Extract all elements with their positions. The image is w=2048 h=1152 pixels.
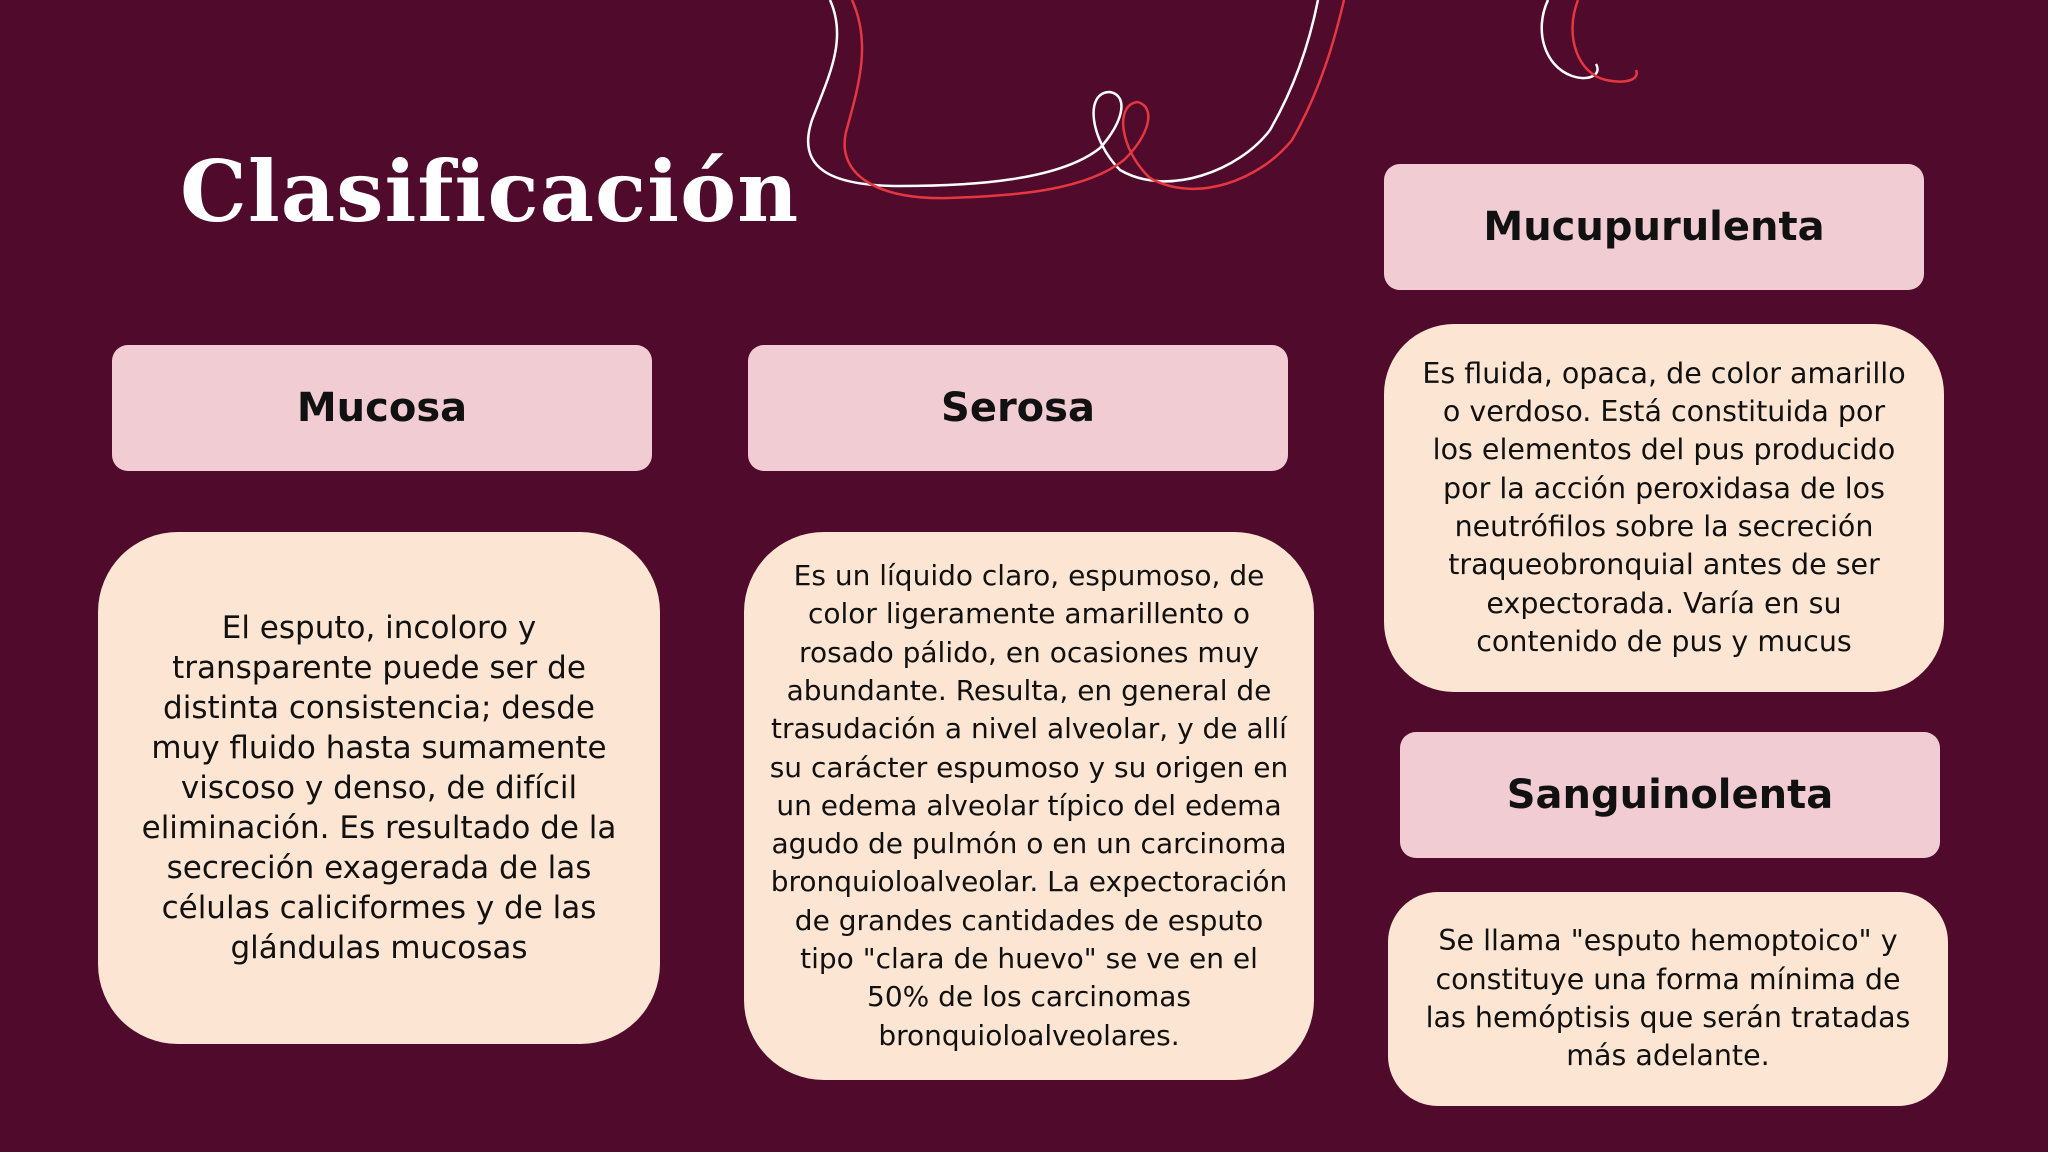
- serosa-heading-box: [748, 345, 1288, 471]
- ribbon-red-curl: [1573, 0, 1637, 82]
- mucosa-heading: Mucosa: [296, 385, 468, 431]
- ribbon-white-line: [808, 0, 1318, 186]
- serosa-description: Es un líquido claro, espumoso, de color ligeramente amarillento o rosado pálido, en ocasiones muy abundante. Resulta, en general de trasudación a nivel alveolar, y de allí su carácter espumoso y su origen en un edema alveolar típico del edema agudo de pulmón o en un carcinoma bronquioloalveolar. La expectoración de grandes cantidades de esputo tipo "clara de huevo" se ve en el 50% de los carcinomas bronquioloalveolares.: [769, 559, 1289, 1052]
- sanguinolenta-heading: Sanguinolenta: [1506, 772, 1834, 818]
- serosa-heading: Serosa: [941, 385, 1095, 431]
- mucosa-description-box: [98, 532, 660, 1044]
- sanguinolenta-description-box: [1388, 892, 1948, 1106]
- serosa-description-box: [744, 532, 1314, 1080]
- mucopurulenta-description: Es fluida, opaca, de color amarillo o verdoso. Está constituida por los elementos del pus producido por la acción peroxidasa de los neutrófilos sobre la secreción traqueobronquial antes de ser expectorada. Varía en su contenido de pus y mucus: [1422, 356, 1906, 658]
- ribbon-red-line: [845, 0, 1344, 198]
- mucosa-heading-box: [112, 345, 652, 471]
- mucopurulenta-description-box: [1384, 324, 1944, 692]
- mucopurulenta-heading-box: [1384, 164, 1924, 290]
- slide-title: Clasificación: [180, 142, 800, 241]
- mucosa-description: El esputo, incoloro y transparente puede ser de distinta consistencia; desde muy fluido hasta sumamente viscoso y denso, de difícil eliminación. Es resultado de la secreción exagerada de las células caliciformes y de las glándulas mucosas: [141, 610, 617, 966]
- ribbon-white-curl: [1542, 0, 1598, 78]
- sanguinolenta-heading-box: [1400, 732, 1940, 858]
- mucopurulenta-heading: Mucupurulenta: [1483, 204, 1825, 250]
- sanguinolenta-description: Se llama "esputo hemoptoico" y constituye una forma mínima de las hemóptisis que serán tratadas más adelante.: [1425, 924, 1911, 1073]
